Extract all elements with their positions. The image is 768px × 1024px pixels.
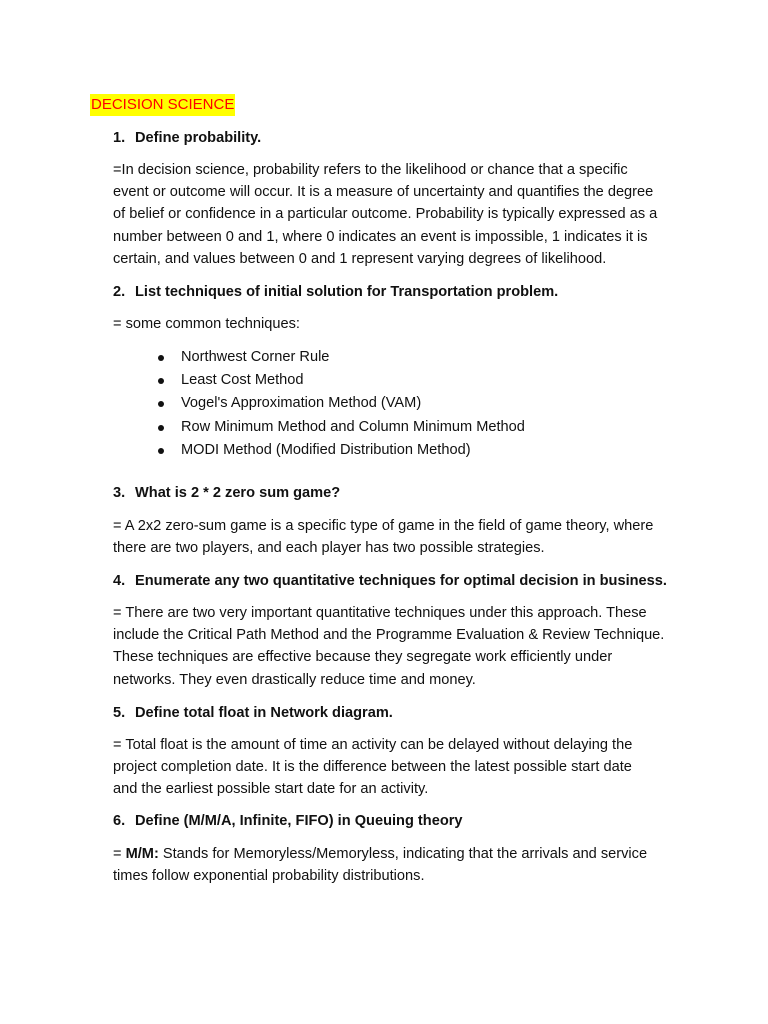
answer-line: networks. They even drastically reduce time and money.	[113, 671, 476, 688]
answer-line: = Total float is the amount of time an activity can be delayed without delaying the	[113, 737, 633, 753]
answer-line: and the earliest possible start date for an activity.	[113, 781, 429, 798]
answer-line: include the Critical Path Method and the Programme Evaluation & Review Technique.	[113, 627, 665, 644]
answer-line: number between 0 and 1, where 0 indicates an event is impossible, 1 indicates it is	[113, 228, 648, 245]
question-text: Define total float in Network diagram.	[135, 705, 393, 721]
technique-list	[155, 346, 525, 462]
question-number: 5.	[113, 705, 126, 721]
question-1-heading	[113, 128, 261, 148]
answer-line: certain, and values between 0 and 1 represent varying degrees of likelihood.	[113, 250, 607, 267]
list-item-text: Vogel's Approximation Method (VAM)	[181, 395, 422, 412]
answer-line: there are two players, and each player has two possible strategies.	[113, 540, 545, 557]
answer-line: These techniques are effective because they segregate work efficiently under	[113, 649, 613, 666]
answer-term: M/M:	[125, 846, 159, 862]
bullet-icon	[158, 448, 164, 454]
answer-line: project completion date. It is the difference between the latest possible start date	[113, 759, 632, 776]
question-6-heading	[113, 811, 463, 831]
question-number: 1.	[113, 130, 126, 146]
answer-line: = some common techniques:	[113, 316, 300, 332]
answer-line: of belief or confidence in a particular outcome. Probability is typically expressed as a	[113, 206, 658, 223]
answer-3	[113, 515, 683, 559]
answer-prefix: =	[113, 846, 126, 862]
list-item	[155, 346, 525, 369]
answer-line: =In decision science, probability refers to the likelihood or chance that a specific	[113, 162, 628, 178]
question-text: Enumerate any two quantitative techniques for optimal decision in business.	[135, 573, 667, 589]
question-4-heading	[113, 571, 667, 591]
answer-4	[113, 602, 683, 691]
question-3-heading	[113, 483, 340, 503]
answer-text: Stands for Memoryless/Memoryless, indicating that the arrivals and service	[158, 846, 648, 862]
list-item	[155, 369, 525, 392]
answer-line	[113, 843, 683, 865]
answer-line: = A 2x2 zero-sum game is a specific type of game in the field of game theory, where	[113, 518, 654, 534]
question-number: 4.	[113, 573, 126, 589]
bullet-icon	[158, 378, 164, 384]
question-text: List techniques of initial solution for Transportation problem.	[135, 284, 559, 300]
list-item-text: MODI Method (Modified Distribution Method)	[181, 441, 471, 458]
question-2-heading	[113, 282, 558, 302]
question-text: What is 2 * 2 zero sum game?	[135, 485, 341, 501]
answer-line: times follow exponential probability distributions.	[113, 868, 425, 885]
list-item-text: Least Cost Method	[181, 372, 304, 389]
list-item-text: Northwest Corner Rule	[181, 349, 330, 365]
bullet-icon	[158, 425, 164, 431]
list-item	[155, 392, 525, 415]
list-item-text: Row Minimum Method and Column Minimum Method	[181, 418, 525, 435]
question-text: Define probability.	[135, 130, 262, 146]
answer-6	[113, 843, 683, 887]
list-item	[155, 416, 525, 439]
answer-line: event or outcome will occur. It is a measure of uncertainty and quantifies the degree	[113, 184, 654, 201]
question-5-heading	[113, 703, 393, 723]
bullet-icon	[158, 355, 164, 361]
list-item	[155, 439, 525, 462]
answer-1	[113, 159, 683, 270]
answer-5	[113, 734, 683, 801]
bullet-icon	[158, 401, 164, 407]
question-number: 6.	[113, 813, 126, 829]
question-text: Define (M/M/A, Infinite, FIFO) in Queuing theory	[135, 813, 463, 829]
answer-2	[113, 313, 683, 335]
document-title: DECISION SCIENCE	[90, 94, 235, 116]
answer-line: = There are two very important quantitative techniques under this approach. These	[113, 605, 647, 621]
question-number: 2.	[113, 284, 126, 300]
question-number: 3.	[113, 485, 126, 501]
